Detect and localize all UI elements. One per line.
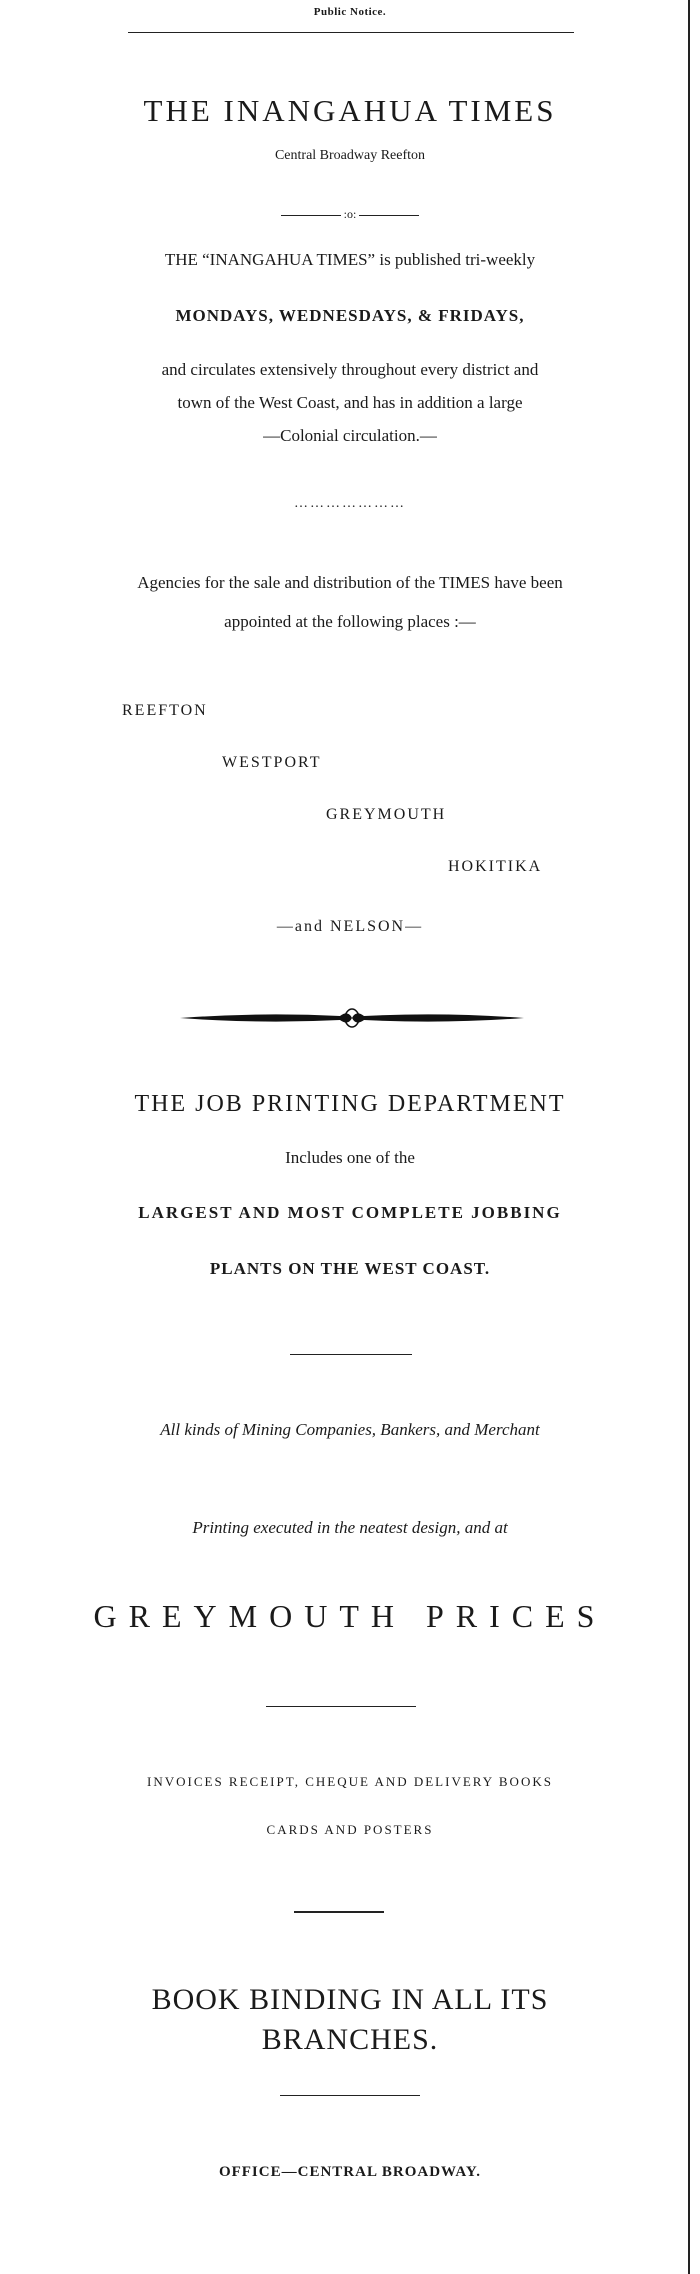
agency-place-4: HOKITIKA <box>448 858 543 875</box>
intro-line-5: —Colonial circulation.— <box>263 426 437 445</box>
short-rule-1 <box>290 1354 412 1355</box>
intro-line-4: town of the West Coast, and has in addition a large <box>177 393 523 412</box>
job-plants: PLANTS ON THE WEST COAST. <box>209 1259 491 1278</box>
short-rule-2 <box>266 1706 416 1707</box>
short-rule-3 <box>294 1911 384 1913</box>
divider-left-line <box>281 215 341 216</box>
job-largest: LARGEST AND MOST COMPLETE JOBBING <box>138 1203 562 1222</box>
bookbinding-line-2: BRANCHES. <box>261 2023 439 2056</box>
mining-line-1: All kinds of Mining Companies, Bankers, and Merchant <box>160 1420 540 1439</box>
agencies-line-1: Agencies for the sale and distribution of the TIMES have been <box>137 573 563 592</box>
agency-place-2: WESTPORT <box>222 754 322 771</box>
invoices-line-1: INVOICES RECEIPT, CHEQUE AND DELIVERY BOOKS <box>147 1774 553 1789</box>
divider-right-line <box>359 215 419 216</box>
page-edge-rule <box>688 0 690 2274</box>
ornamental-rule <box>180 1002 524 1034</box>
divider-mark-row <box>0 207 700 222</box>
agency-place-1: REEFTON <box>122 702 208 719</box>
short-rule-4 <box>280 2095 420 2096</box>
mining-line-2: Printing executed in the neatest design, and at <box>192 1518 508 1537</box>
job-includes: Includes one of the <box>285 1148 415 1167</box>
masthead-address: Central Broadway Reefton <box>274 148 426 163</box>
divider-mark: :o: <box>343 207 357 221</box>
job-title: THE JOB PRINTING DEPARTMENT <box>134 1091 566 1117</box>
header-rule <box>128 32 574 33</box>
invoices-line-2: CARDS AND POSTERS <box>266 1822 434 1837</box>
dotted-separator: ………………… <box>294 496 406 511</box>
agency-place-3: GREYMOUTH <box>326 806 447 823</box>
bookbinding-line-1: BOOK BINDING IN ALL ITS <box>151 1983 549 2016</box>
bookbinding-heading <box>0 1980 700 2060</box>
agencies-line-2: appointed at the following places :— <box>224 612 476 631</box>
header-label: Public Notice. <box>313 6 387 18</box>
masthead-title: THE INANGAHUA TIMES <box>143 93 557 128</box>
office-address: OFFICE—CENTRAL BROADWAY. <box>218 2164 482 2180</box>
intro-days: MONDAYS, WEDNESDAYS, & FRIDAYS, <box>175 306 525 325</box>
intro-line-3: and circulates extensively throughout every district and <box>161 360 539 379</box>
intro-line-1: THE “INANGAHUA TIMES” is published tri-weekly <box>164 250 536 269</box>
agency-last: —and NELSON— <box>276 918 424 935</box>
greymouth-prices: GREYMOUTH PRICES <box>93 1598 607 1634</box>
